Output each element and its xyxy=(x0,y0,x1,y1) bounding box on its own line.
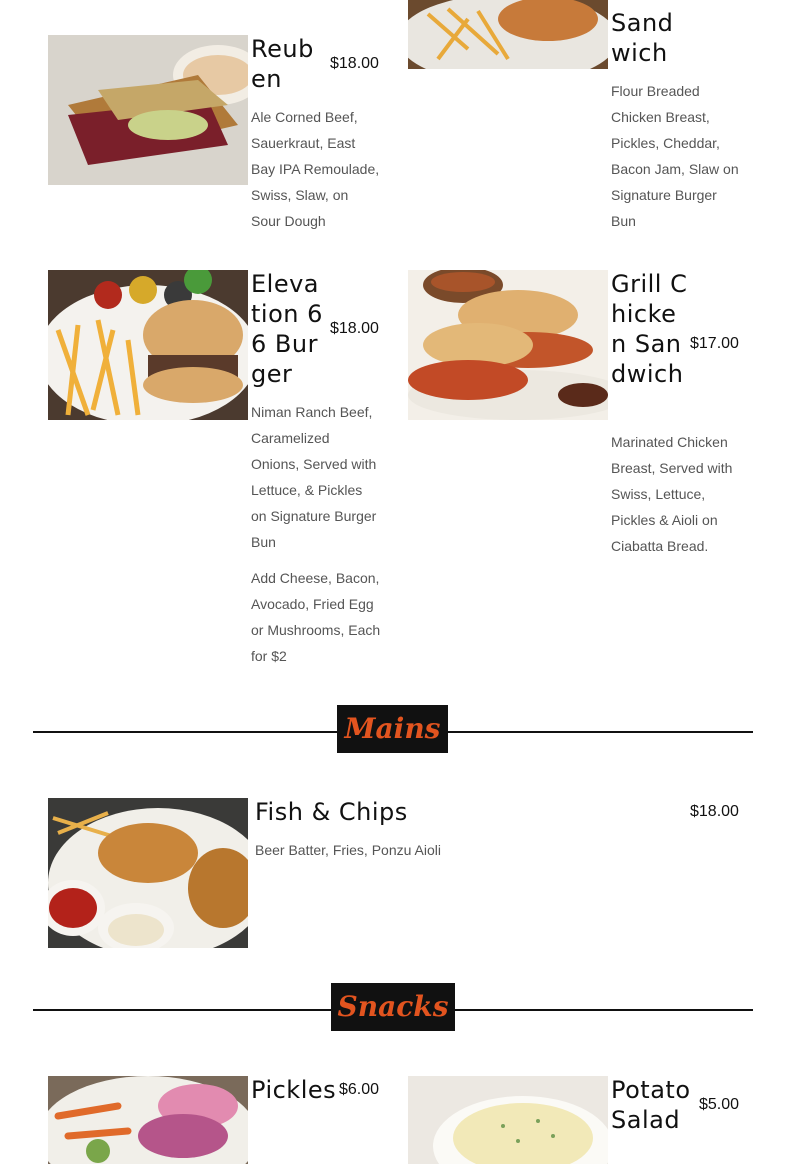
item-name-grill-chicken: Grill Chicken Sandwich xyxy=(611,270,688,388)
item-price-pickles: $6.00 xyxy=(339,1081,380,1098)
potato-salad-photo xyxy=(408,1076,608,1164)
item-price-elevation-burger: $18.00 xyxy=(330,320,379,337)
item-addon-elevation-burger: Add Cheese, Bacon, Avocado, Fried Egg or Mushrooms, Each for $2 xyxy=(251,570,381,664)
item-desc-reuben: Ale Corned Beef, Sauerkraut, East Bay IPA Remoulade, Swiss, Slaw, on Sour Dough xyxy=(251,109,380,229)
item-desc-grill-chicken: Marinated Chicken Breast, Served with Swiss, Lettuce, Pickles & Aioli on Ciabatta Bread. xyxy=(611,434,733,554)
item-price-reuben: $18.00 xyxy=(330,55,379,72)
item-desc-elevation-burger: Niman Ranch Beef, Caramelized Onions, Served with Lettuce, & Pickles on Signature Burger Bun xyxy=(251,404,377,550)
grill-chicken-photo xyxy=(408,270,608,420)
item-desc-chicken-sandwich: Flour Breaded Chicken Breast, Pickles, Cheddar, Bacon Jam, Slaw on Signature Burger Bun xyxy=(611,83,739,229)
section-header-snacks: Snacks xyxy=(331,983,455,1031)
reuben-photo xyxy=(48,35,248,185)
section-header-mains: Mains xyxy=(337,705,448,753)
item-name-pickles: Pickles xyxy=(251,1076,337,1104)
item-name-fish-chips: Fish & Chips xyxy=(255,798,408,826)
pickles-photo xyxy=(48,1076,248,1164)
item-desc-fish-chips: Beer Batter, Fries, Ponzu Aioli xyxy=(255,842,441,858)
item-price-grill-chicken: $17.00 xyxy=(690,335,739,352)
item-price-potato-salad: $5.00 xyxy=(699,1096,740,1113)
burger-photo xyxy=(48,270,248,420)
item-name-elevation-burger: Elevation 66 Burger xyxy=(251,270,323,388)
chicken-sandwich-photo xyxy=(408,0,608,69)
item-name-reuben: Reuben xyxy=(251,35,314,93)
item-name-potato-salad: Potato Salad xyxy=(611,1076,691,1134)
item-price-fish-chips: $18.00 xyxy=(690,803,739,820)
item-name-chicken-sandwich-partial: Sandwich xyxy=(611,9,674,67)
fish-chips-photo xyxy=(48,798,248,948)
